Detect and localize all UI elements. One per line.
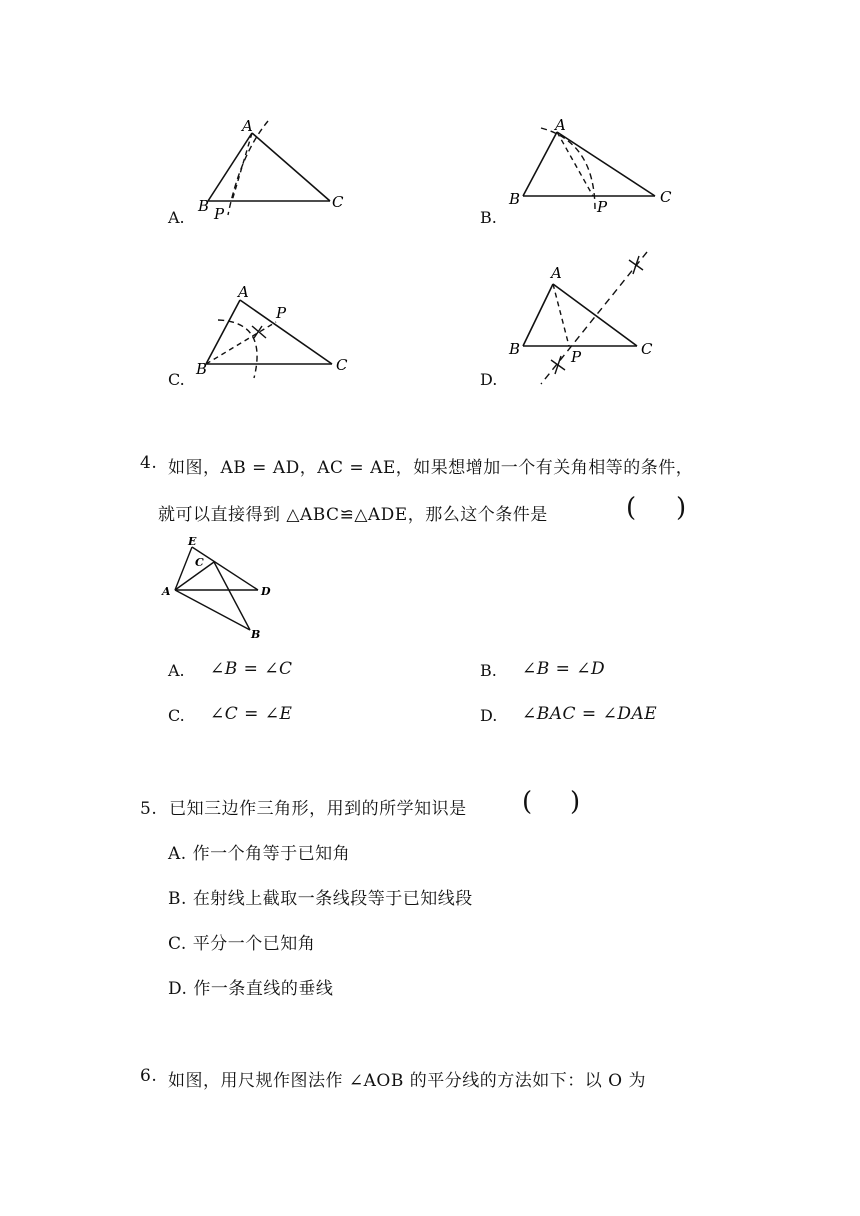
q4-option-a-label: A. [168,661,185,680]
q3c-point-p: P [276,304,287,322]
q4-option-a-text: ∠B = ∠C [210,659,293,679]
q6-text: 如图，用尺规作图法作 ∠AOB 的平分线的方法如下：以 O 为 [168,1071,647,1091]
q6-number: 6. [140,1066,158,1086]
q3a-point-a: A [242,117,253,135]
q5-option-c[interactable] [168,929,315,954]
q4-number: 4. [140,453,158,473]
q5-option-d[interactable] [168,974,333,999]
q5-option-d-text: 作一条直线的垂线 [193,979,334,999]
q3c-point-c: C [336,356,348,374]
q3-figure-d [505,248,675,388]
q4-point-d: D [261,585,271,598]
q3-figure-c [192,282,362,382]
q4-line-1: 如图，AB = AD，AC = AE，如果想增加一个有关角相等的条件， [168,458,694,478]
q3b-point-c: C [660,188,672,206]
q5-option-b[interactable] [168,884,473,909]
q3-option-a-label: A. [168,208,185,227]
q4-option-b-text: ∠B = ∠D [522,659,606,679]
q3-option-d-label: D. [480,370,498,389]
q3-option-c-label: C. [168,370,185,389]
q3c-point-a: A [238,283,249,301]
q3-option-b-label: B. [480,208,497,227]
q3c-point-b: B [196,360,208,378]
q4-point-b: B [251,628,261,641]
q5-stem [140,787,600,824]
q5-number: 5. [140,799,158,819]
q3d-point-c: C [641,340,653,358]
q4-option-d-label: D. [480,706,498,725]
q3b-point-b: B [509,190,521,208]
q5-option-c-label: C. [168,934,187,954]
q5-option-a-label: A. [168,844,187,864]
q4-option-c-text: ∠C = ∠E [210,704,293,724]
q5-option-b-text: 在射线上截取一条线段等于已知线段 [192,889,473,909]
q5-option-c-text: 平分一个已知角 [192,934,316,954]
q5-answer-paren-close[interactable]: ) [570,787,581,817]
q4-line-2 [158,493,718,530]
q4-answer-paren-open[interactable]: ( [626,493,637,523]
q3a-point-b: B [198,197,210,215]
q3a-point-p: P [214,205,225,223]
q4-answer-paren-close[interactable]: ) [676,493,687,523]
q3d-point-b: B [509,340,521,358]
q4-option-b-label: B. [480,661,497,680]
q3d-point-a: A [551,264,562,282]
q4-point-a: A [162,585,171,598]
q5-option-b-label: B. [168,889,187,909]
q3-figure-a [190,115,360,225]
q3a-point-c: C [332,193,344,211]
q3-figure-b [505,112,685,222]
q5-option-a-text: 作一个角等于已知角 [192,844,351,864]
q5-text: 已知三边作三角形，用到的所学知识是 [169,799,467,819]
q4-point-e: E [188,535,197,548]
q4-option-d-text: ∠BAC = ∠DAE [522,704,658,724]
q3b-point-p: P [597,198,608,216]
q4-figure [158,534,283,642]
q5-answer-paren-open[interactable]: ( [522,787,533,817]
q5-option-a[interactable] [168,839,350,864]
q4-point-c: C [195,556,204,569]
q3b-point-a: A [555,116,566,134]
q4-option-c-label: C. [168,706,185,725]
q3d-point-p: P [571,348,582,366]
q5-option-d-label: D. [168,979,188,999]
q4-line-2-text: 就可以直接得到 △ABC≌△ADE，那么这个条件是 [158,505,548,525]
